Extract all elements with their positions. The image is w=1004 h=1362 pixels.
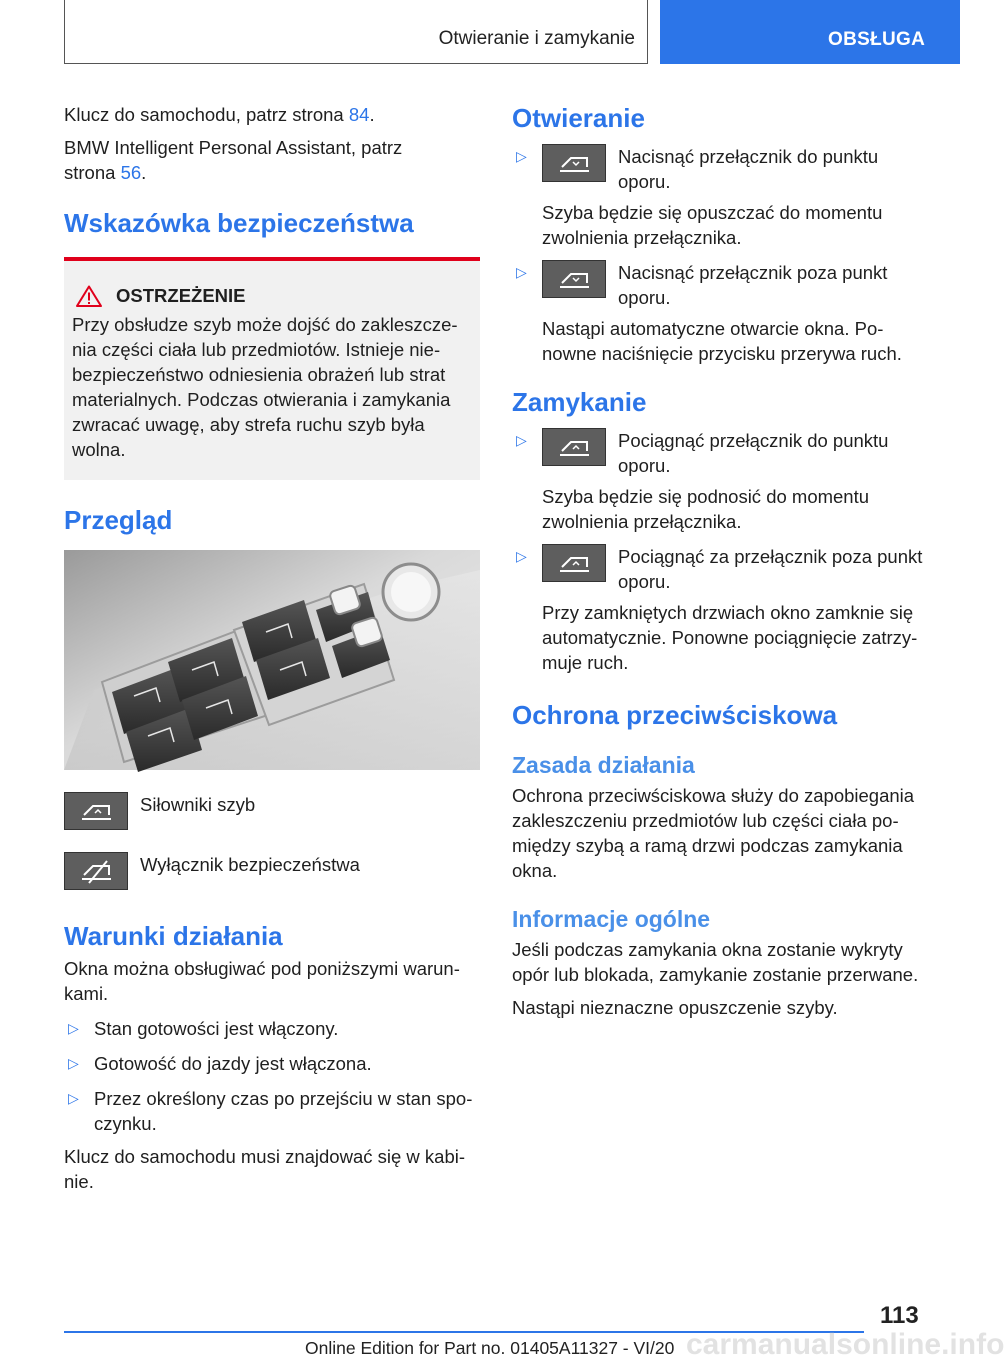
warning-text: Przy obsłudze szyb może dojść do zakleszcze-nia części ciała lub przedmiotów. Istnieje nie-bezpieczeństwo odniesienia obrażeń lub strat materialnych. Podczas otwierania i zamykania zwracać uwagę, aby strefa ruchu szyb była wolna. (72, 314, 458, 460)
edition-note: Online Edition for Part no. 01405A11327 - VI/20 (305, 1338, 675, 1358)
closing-heading: Zamykanie (512, 387, 647, 417)
page-link-84[interactable]: 84 (348, 104, 370, 125)
window-switch-icon (542, 260, 606, 298)
opening-step: ▷ Nacisnąć przełącznik poza punkt oporu. (512, 260, 932, 310)
bullet-triangle-icon: ▷ (68, 1055, 79, 1071)
bullet-triangle-icon: ▷ (516, 264, 527, 280)
warning-icon (76, 285, 102, 307)
window-switch-icon (64, 792, 128, 830)
header-tab[interactable] (660, 0, 960, 64)
bullet-triangle-icon: ▷ (516, 548, 527, 564)
bullet-triangle-icon: ▷ (68, 1090, 79, 1106)
condition-item: ▷ Gotowość do jazdy jest włączona. (64, 1051, 480, 1076)
general-info-text-2: Nastąpi nieznaczne opuszczenie szyby. (512, 997, 838, 1018)
opening-step-result: Szyba będzie się opuszczać do momentu zwolnienia przełącznika. (542, 202, 883, 248)
conditions-note: Klucz do samochodu musi znajdować się w kabi-nie. (64, 1146, 466, 1192)
opening-heading: Otwieranie (512, 103, 645, 133)
legend-item-safety-switch (64, 852, 480, 890)
window-switch-icon (542, 144, 606, 182)
safety-heading: Wskazówka bezpieczeństwa (64, 208, 414, 238)
warning-box (64, 257, 480, 480)
page-number: 113 (880, 1302, 919, 1329)
bullet-triangle-icon: ▷ (516, 148, 527, 164)
pinch-protection-heading: Ochrona przeciwściskowa (512, 700, 838, 730)
opening-step-result: Nastąpi automatyczne otwarcie okna. Po-nowne naciśnięcie przycisku przerywa ruch. (542, 318, 902, 364)
left-column (64, 102, 480, 1194)
closing-step: ▷ Pociągnąć przełącznik do punktu oporu. (512, 428, 932, 478)
closing-step: ▷ Pociągnąć za przełącznik poza punkt oporu. (512, 544, 932, 594)
right-column (512, 102, 932, 1020)
legend-item-window-switch (64, 792, 480, 830)
bullet-triangle-icon: ▷ (516, 432, 527, 448)
warning-title: OSTRZEŻENIE (116, 285, 246, 306)
window-switch-icon (542, 428, 606, 466)
header-section-box (64, 0, 648, 64)
condition-item: ▷ Przez określony czas po przejściu w stan spo-czynku. (64, 1086, 480, 1136)
opening-step: ▷ Nacisnąć przełącznik do punktu oporu. (512, 144, 932, 194)
general-info-heading: Informacje ogólne (512, 906, 711, 932)
window-switch-photo (64, 550, 480, 770)
key-reference: Klucz do samochodu, patrz strona 84. (64, 104, 375, 125)
conditions-intro: Okna można obsługiwać pod poniższymi warun-kami. (64, 958, 460, 1004)
section-title: Otwieranie i zamykanie (438, 28, 635, 49)
condition-item: ▷ Stan gotowości jest włączony. (64, 1016, 480, 1041)
bullet-triangle-icon: ▷ (68, 1020, 79, 1036)
legend-label-safety-switch: Wyłącznik bezpieczeństwa (140, 854, 360, 875)
closing-step-result: Szyba będzie się podnosić do momentu zwolnienia przełącznika. (542, 486, 870, 532)
principle-text: Ochrona przeciwściskowa służy do zapobiegania zakleszczeniu przedmiotów lub części ciała po-między szybą a ramą drzwi podczas zamykania okna. (512, 785, 915, 881)
tab-label: OBSŁUGA (828, 29, 926, 50)
window-switch-icon (542, 544, 606, 582)
safety-switch-icon (64, 852, 128, 890)
principle-heading: Zasada działania (512, 752, 695, 778)
conditions-heading: Warunki działania (64, 921, 283, 951)
overview-heading: Przegląd (64, 505, 173, 535)
legend-label-window-switch: Siłowniki szyb (140, 794, 256, 815)
watermark-logo: carmanualsonline.info (686, 1328, 1004, 1361)
closing-step-result: Przy zamkniętych drzwiach okno zamknie się automatycznie. Ponowne pociągnięcie zatrzy-muje ruch. (542, 602, 918, 673)
page-link-56[interactable]: 56 (120, 162, 142, 183)
assistant-reference: BMW Intelligent Personal Assistant, patrz strona 56. (64, 137, 403, 183)
general-info-text: Jeśli podczas zamykania okna zostanie wykryty opór lub blokada, zamykanie zostanie przerwane. (512, 939, 919, 985)
